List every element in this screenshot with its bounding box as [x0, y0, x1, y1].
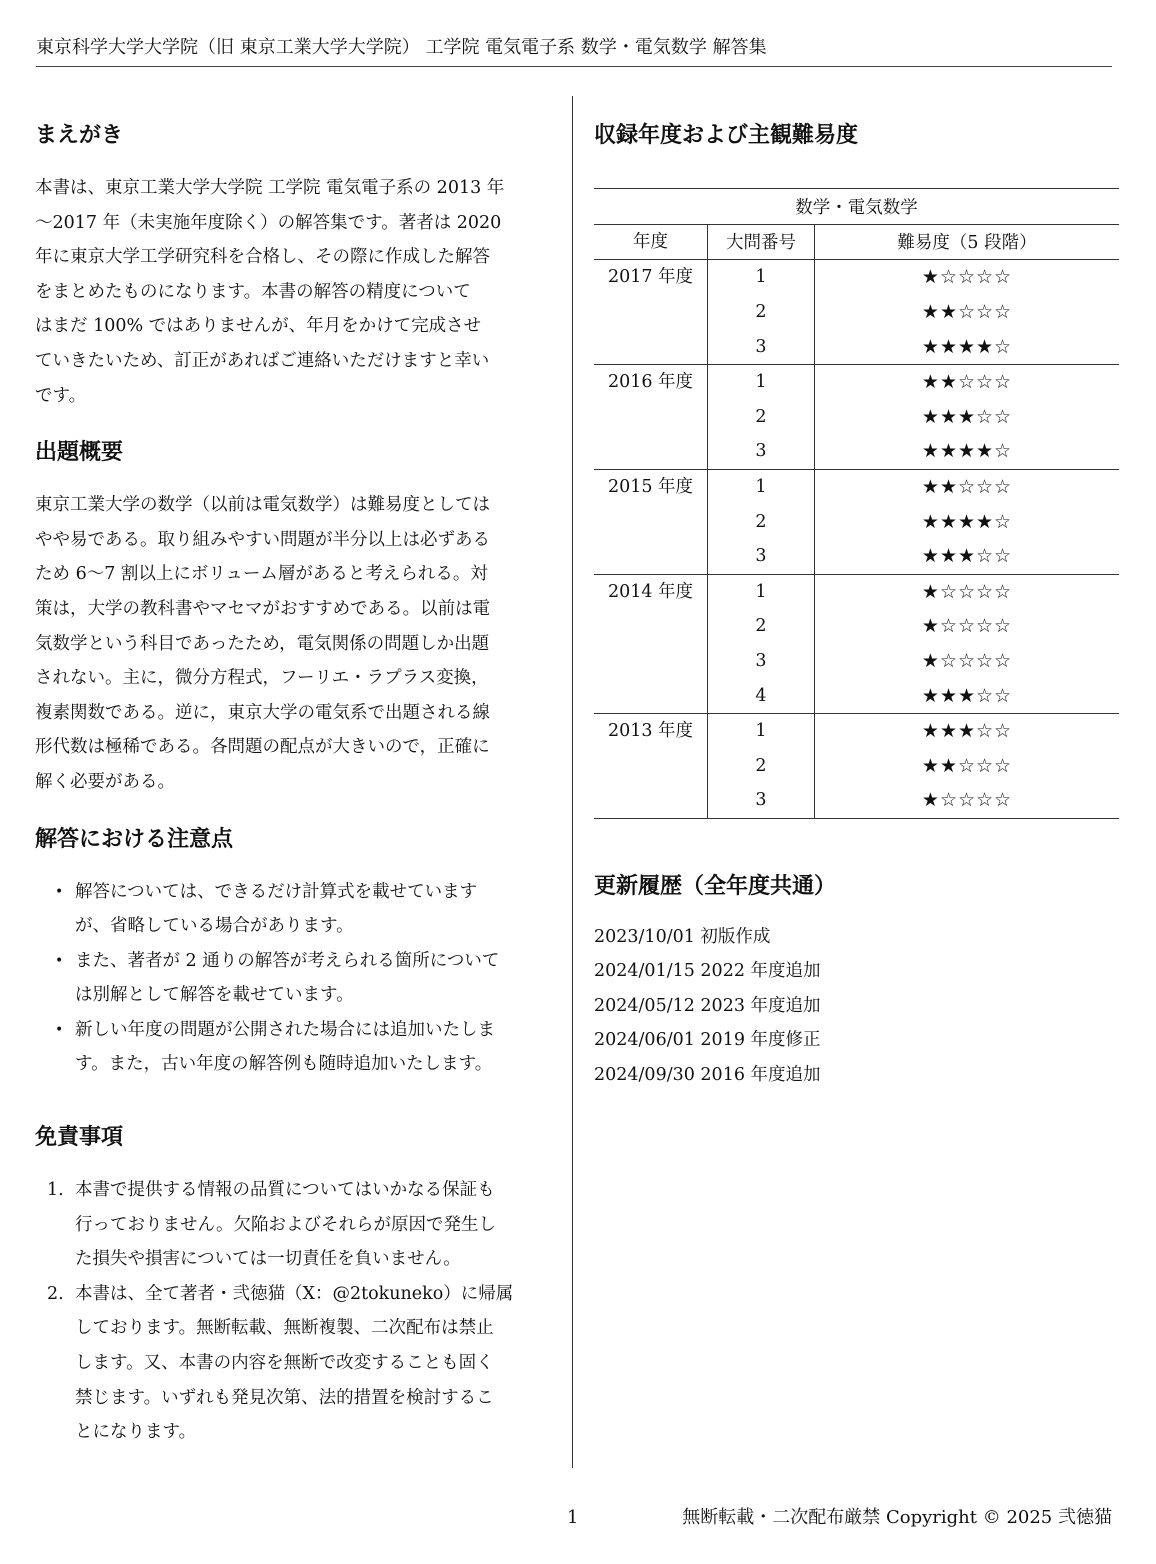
disclaimer-heading: 免責事項: [35, 1125, 124, 1151]
bullet-mark: •: [55, 952, 64, 969]
overview-line: やや易である。取り組みやすい問題が半分以上は必ずある: [35, 529, 490, 550]
right-column: [594, 118, 1119, 1093]
history-heading: 更新履歴（全年度共通）: [594, 873, 837, 899]
preface-line: をまとめたものになります。本書の解答の精度について: [35, 281, 471, 302]
disclaimer-line: 本書で提供する情報の品質についてはいかなる保証も: [75, 1180, 495, 1201]
question-number-cell: 1: [708, 713, 815, 748]
note-line: が、省略している場合があります。: [75, 916, 354, 937]
difficulty-stars-cell: ★☆☆☆☆: [921, 266, 1013, 289]
disclaimer-line: とになります。: [75, 1422, 197, 1443]
note-line: 解答については、できるだけ計算式を載せています: [75, 881, 478, 902]
question-number-cell: 3: [708, 329, 815, 364]
difficulty-table: [594, 188, 1119, 819]
year-cell: 2015 年度: [594, 469, 708, 574]
difficulty-stars-cell: ★★★☆☆: [921, 720, 1013, 743]
history-list: [594, 920, 1119, 1093]
difficulty-stars-cell: ★★☆☆☆: [921, 301, 1013, 324]
question-number-cell: 1: [708, 574, 815, 609]
left-column: [35, 118, 553, 1450]
year-cell: 2013 年度: [594, 713, 708, 818]
overview-heading: 出題概要: [35, 440, 124, 466]
history-entry: 2024/06/01 2019 年度修正: [594, 1030, 821, 1051]
preface-line: ～2017 年（未実施年度除く）の解答集です。著者は 2020: [35, 212, 502, 233]
item-number: 2.: [47, 1283, 64, 1304]
preface-line: ていきたいため、訂正があればご連絡いただけますと幸い: [35, 350, 490, 371]
history-entry: 2024/05/12 2023 年度追加: [594, 995, 821, 1016]
overview-line: されない。主に，微分方程式，フーリエ・ラプラス変換，: [35, 668, 489, 689]
difficulty-stars-cell: ★★☆☆☆: [921, 754, 1013, 777]
difficulty-stars-cell: ★★★☆☆: [815, 678, 1120, 713]
difficulty-stars-cell: ★★★☆☆: [815, 539, 1120, 574]
disclaimer-item: [35, 1173, 553, 1277]
difficulty-stars-cell: ★☆☆☆☆: [921, 580, 1013, 603]
preface-line: 年に東京大学工学研究科を合格し、その際に作成した解答: [35, 247, 490, 268]
overview-text: [35, 488, 553, 799]
question-number-cell: 2: [708, 400, 815, 435]
note-item: [35, 944, 553, 1013]
question-number-cell: 3: [708, 644, 815, 679]
preface-line: 本書は、東京工業大学大学院 工学院 電気電子系の 2013 年: [35, 178, 505, 198]
preface-text: [35, 171, 553, 413]
preface-section: [35, 118, 553, 413]
note-line: は別解として解答を載せています。: [75, 985, 354, 1006]
question-number-cell: 2: [708, 609, 815, 644]
difficulty-stars-cell: ★★★★☆: [815, 329, 1120, 364]
note-item: [35, 1013, 553, 1082]
disclaimer-line: た損失や損害については一切責任を負いません。: [75, 1249, 461, 1270]
preface-line: はまだ 100% ではありませんが、年月をかけて完成させ: [35, 316, 482, 337]
column-divider: [572, 96, 573, 1468]
bullet-mark: •: [55, 883, 64, 900]
table-caption: 数学・電気数学: [594, 189, 1119, 225]
question-number-cell: 3: [708, 539, 815, 574]
question-number-cell: 1: [708, 469, 815, 504]
difficulty-stars-cell: ★★☆☆☆: [921, 476, 1013, 499]
note-line: す。また，古い年度の解答例も随時追加いたします。: [75, 1054, 493, 1075]
disclaimer-line: 行っておりません。欠陥およびそれらが原因で発生し: [75, 1214, 497, 1235]
difficulty-heading: 収録年度および主観難易度: [594, 123, 859, 148]
question-number-cell: 2: [708, 749, 815, 784]
difficulty-stars-cell: ★★★★☆: [815, 434, 1120, 469]
year-cell: 2017 年度: [594, 260, 708, 365]
year-cell: 2016 年度: [594, 364, 708, 469]
history-entry: 2023/10/01 初版作成: [594, 926, 771, 947]
page-number: 1: [567, 1507, 579, 1528]
difficulty-stars-cell: ★☆☆☆☆: [921, 615, 1013, 638]
page-header: [36, 30, 1112, 67]
difficulty-stars-cell: ★★★☆☆: [921, 405, 1013, 428]
overview-line: 策は，大学の教科書やマセマがおすすめである。以前は電: [35, 598, 491, 619]
question-number-cell: 3: [708, 783, 815, 818]
difficulty-section: [594, 118, 1119, 819]
preface-heading: まえがき: [35, 123, 124, 148]
overview-line: 解く必要がある。: [35, 771, 175, 792]
disclaimer-line: しております。無断転載、無断複製、二次配布は禁止: [75, 1318, 494, 1339]
table-row: [594, 364, 1119, 399]
preface-line: です。: [35, 385, 87, 406]
question-number-cell: 2: [708, 504, 815, 539]
question-number-cell: 1: [708, 364, 815, 399]
difficulty-stars-cell: ★★☆☆☆: [921, 371, 1013, 394]
column-header-year: 年度: [594, 224, 708, 260]
note-line: 新しい年度の問題が公開された場合には追加いたしま: [75, 1019, 495, 1040]
overview-line: ため 6～7 割以上にボリューム層があると考えられる。対: [35, 564, 488, 585]
note-line: また、著者が 2 通りの解答が考えられる箇所について: [75, 950, 500, 971]
column-header-question: 大問番号: [708, 224, 815, 260]
overview-line: 複素関数である。逆に，東京大学の電気系で出題される線: [35, 702, 490, 723]
question-number-cell: 4: [708, 678, 815, 713]
notes-section: [35, 822, 553, 1083]
bullet-mark: •: [55, 1021, 64, 1038]
difficulty-stars-cell: ★☆☆☆☆: [921, 650, 1013, 673]
disclaimer-section: [35, 1120, 553, 1450]
disclaimer-item: [35, 1277, 553, 1450]
history-entry: 2024/09/30 2016 年度追加: [594, 1065, 821, 1086]
table-row: [594, 469, 1119, 504]
column-header-difficulty: 難易度（5 段階）: [815, 224, 1120, 260]
question-number-cell: 2: [708, 295, 815, 330]
table-header-row: [594, 224, 1119, 260]
disclaimer-line: します。又、本書の内容を無断で改変することも固く: [75, 1353, 494, 1374]
copyright-notice: 無断転載・二次配布厳禁 Copyright © 2025 弐徳猫: [682, 1507, 1112, 1528]
question-number-cell: 3: [708, 434, 815, 469]
document-title: 東京科学大学大学院（旧 東京工業大学大学院） 工学院 電気電子系 数学・電気数学 解答集: [36, 37, 767, 58]
disclaimer-line: 禁じます。いずれも発見次第、法的措置を検討するこ: [75, 1387, 494, 1408]
overview-line: 東京工業大学の数学（以前は電気数学）は難易度としては: [35, 495, 490, 516]
overview-section: [35, 435, 553, 799]
question-number-cell: 1: [708, 260, 815, 295]
notes-heading: 解答における注意点: [35, 826, 234, 852]
disclaimer-line: 本書は、全て著者・弐徳猫（X：@2tokuneko）に帰属: [75, 1283, 514, 1304]
year-cell: 2014 年度: [594, 574, 708, 713]
table-row: [594, 260, 1119, 295]
notes-list: [35, 875, 553, 1083]
item-number: 1.: [47, 1180, 64, 1201]
difficulty-stars-cell: ★★★★☆: [921, 510, 1013, 533]
disclaimer-list: [35, 1173, 553, 1450]
note-item: [35, 875, 553, 944]
history-section: [594, 869, 1119, 1093]
table-row: [594, 574, 1119, 609]
overview-line: 形代数は極稀である。各問題の配点が大きいので，正確に: [35, 737, 490, 758]
table-row: [594, 713, 1119, 748]
overview-line: 気数学という科目であったため，電気関係の問題しか出題: [35, 633, 490, 654]
difficulty-stars-cell: ★☆☆☆☆: [815, 783, 1120, 818]
history-entry: 2024/01/15 2022 年度追加: [594, 961, 821, 982]
